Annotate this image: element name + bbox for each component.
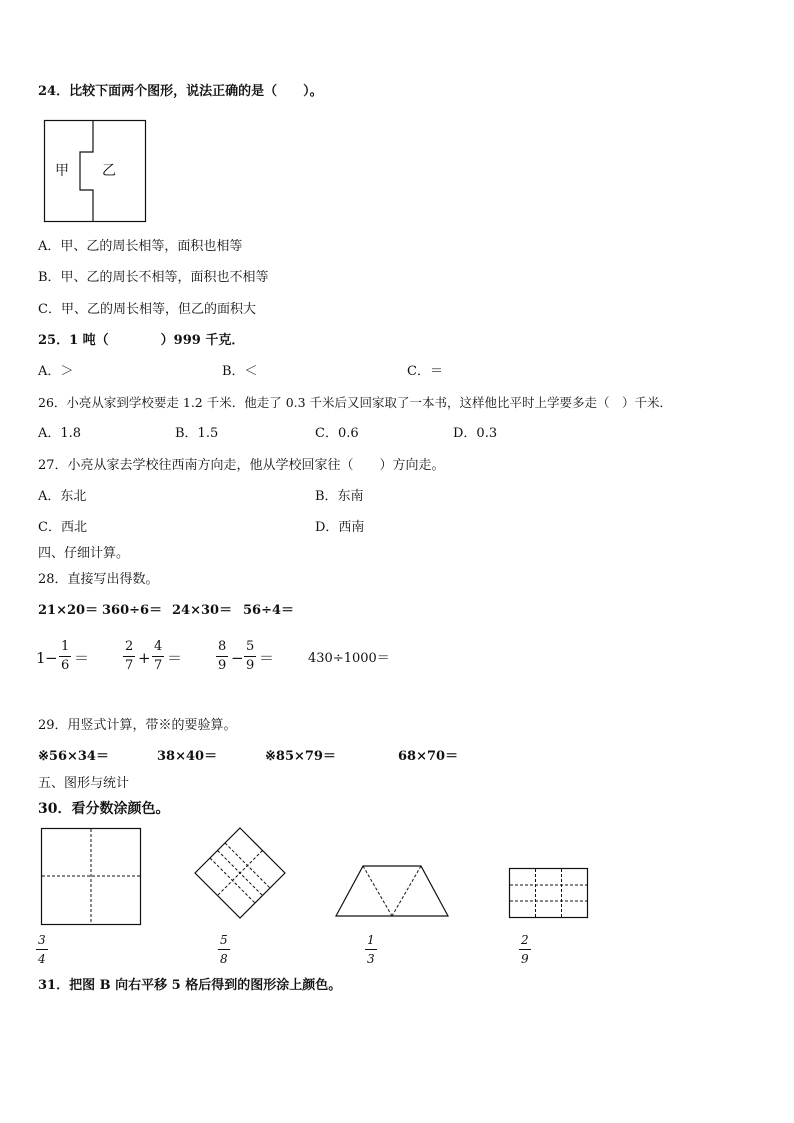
fraction-label-2 [218, 933, 230, 966]
q25-option-a[interactable]: A．＞ [38, 364, 74, 379]
q26-stem: 26．小亮从家到学校要走 1.2 千米．他走了 0.3 千米后又回家取了一本书，这样他比平时上学要多走（ ）千米． [38, 395, 673, 410]
expr7-numerator-1: 8 [218, 639, 227, 654]
q29-item-2: 38×40＝ [157, 749, 218, 764]
q28-expr-4: 56÷4＝ [243, 603, 295, 618]
fraction-label-1-num: 3 [38, 933, 46, 947]
fraction-label-4-den: 9 [521, 952, 529, 966]
q25-stem: 25．1 吨（ ）999 千克． [38, 333, 245, 348]
q27-option-d[interactable]: D．西南 [315, 520, 365, 535]
q26-option-b[interactable]: B．1.5 [175, 426, 219, 441]
q25-option-b[interactable]: B．＜ [222, 364, 258, 379]
expr5-minus: − [45, 649, 58, 667]
expr6-denominator-1: 7 [125, 658, 134, 673]
expr5-fraction [59, 640, 71, 673]
fraction-label-3 [365, 933, 377, 966]
expr7-fraction-2 [244, 640, 256, 673]
expr7-minus: − [231, 649, 244, 667]
figure-label-yi: 乙 [102, 163, 116, 179]
expr5-denominator: 6 [61, 658, 70, 673]
square-quarters-figure [41, 828, 141, 925]
expr7-denominator-1: 9 [218, 658, 227, 673]
section-4-heading: 四、仔细计算。 [38, 546, 130, 561]
fraction-label-2-den: 8 [220, 952, 228, 966]
q28-expr-1: 21×20＝ [38, 603, 99, 618]
fraction-label-4 [519, 933, 531, 966]
fraction-label-2-num: 5 [220, 933, 228, 947]
fraction-label-4-num: 2 [521, 933, 529, 947]
fraction-label-1 [36, 933, 48, 966]
fraction-label-3-den: 3 [367, 952, 375, 966]
fraction-label-3-num: 1 [367, 933, 375, 947]
rectangle-ninths-figure [509, 868, 588, 918]
q29-item-3: ※85×79＝ [265, 749, 336, 764]
q27-option-b[interactable]: B．东南 [315, 489, 364, 504]
q28-stem: 28．直接写出得数。 [38, 572, 159, 587]
q30-stem: 30．看分数涂颜色。 [38, 801, 170, 817]
q28-expr-8: 430÷1000＝ [308, 651, 390, 666]
expr6-denominator-2: 7 [154, 658, 163, 673]
expr5-numerator: 1 [61, 639, 70, 654]
expr6-fraction-2 [152, 640, 164, 673]
q27-option-c[interactable]: C．西北 [38, 520, 87, 535]
q29-item-4: 68×70＝ [398, 749, 459, 764]
q25-option-c[interactable]: C．＝ [407, 364, 443, 379]
q31-stem: 31．把图 B 向右平移 5 格后得到的图形涂上颜色。 [38, 978, 342, 993]
q26-option-a[interactable]: A．1.8 [38, 426, 82, 441]
expr7-equals: ＝ [259, 649, 275, 667]
expr7-numerator-2: 5 [246, 639, 255, 654]
q27-stem: 27．小亮从家去学校往西南方向走，他从学校回家往（ ）方向走。 [38, 458, 445, 473]
q29-stem: 29．用竖式计算，带※的要验算。 [38, 718, 237, 733]
figure-label-jia: 甲 [55, 163, 69, 179]
q24-option-a[interactable]: A．甲、乙的周长相等，面积也相等 [38, 239, 243, 254]
q26-option-d[interactable]: D．0.3 [453, 426, 498, 441]
expr7-fraction-1 [216, 640, 228, 673]
q28-expr-2: 360÷6＝ [102, 603, 163, 618]
q24-option-b[interactable]: B．甲、乙的周长不相等，面积也不相等 [38, 270, 269, 285]
q27-option-a[interactable]: A．东北 [38, 489, 87, 504]
q24-option-c[interactable]: C．甲、乙的周长相等，但乙的面积大 [38, 302, 256, 317]
fraction-label-1-den: 4 [38, 952, 46, 966]
expr6-numerator-1: 2 [125, 639, 134, 654]
q29-item-1: ※56×34＝ [38, 749, 109, 764]
q26-option-c[interactable]: C．0.6 [315, 426, 359, 441]
expr5-equals: ＝ [74, 649, 90, 667]
expr6-numerator-2: 4 [154, 639, 163, 654]
diamond-eighths-figure [194, 827, 286, 919]
q28-expr-3: 24×30＝ [172, 603, 233, 618]
expr6-plus: + [138, 649, 151, 667]
expr5-whole: 1 [36, 649, 46, 667]
expr6-equals: ＝ [167, 649, 183, 667]
section-5-heading: 五、图形与统计 [38, 776, 130, 791]
expr7-denominator-2: 9 [246, 658, 255, 673]
q24-stem: 24．比较下面两个图形，说法正确的是（ ）。 [38, 84, 323, 99]
trapezoid-thirds-figure [335, 865, 449, 917]
expr6-fraction-1 [123, 640, 135, 673]
